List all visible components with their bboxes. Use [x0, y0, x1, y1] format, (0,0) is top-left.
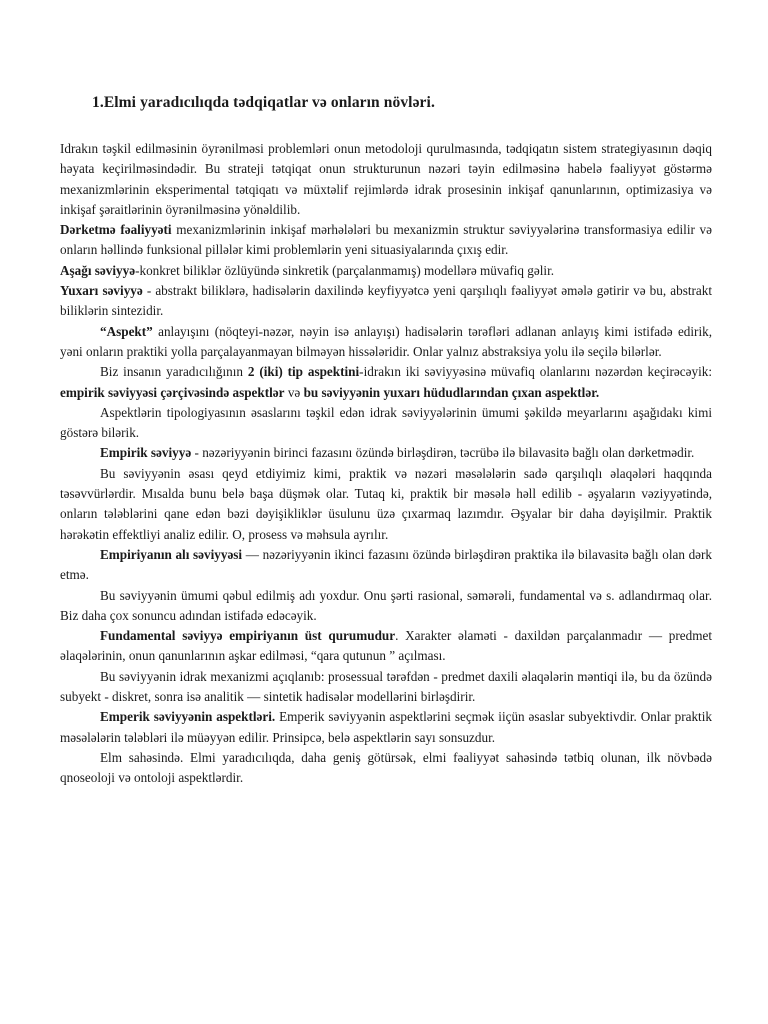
paragraph: [60, 362, 712, 403]
text-run: -idrakın iki səviyyəsinə müvafiq olanlarını nəzərdən keçirəcəyik:: [359, 364, 712, 380]
text-run: Bu səviyyənin əsası qeyd etdiyimiz kimi, praktik və nəzəri məsələlərin sadə qarşılıqlı əlaqələri haqqında təsəvvürlərdir. Mısalda bunu belə başa düşmək olar. Tutaq ki, praktik bir məsələ həll edilib - əşyaların vəziyyətində, onların tələblərini qane edən bəzi dəyişikliklər üsulunu üzə çıxarmaq lazımdır. Əşyalar bir daha dəyişilmir. Praktik hərəkətin effektliyi analiz edilir. O, prosess və məhsula ayrılır.: [60, 465, 712, 542]
text-run: mexanizmlərinin inkişaf mərhələləri bu mexanizmin struktur səviyyələrinə transformasiya edilir və onların həllində funksional pillələr kimi problemlərin yeni situasiyalarında çıxış edir.: [60, 222, 712, 258]
paragraph: [60, 322, 712, 363]
document-body: [60, 139, 712, 789]
text-run: — nəzəriyyənin ikinci fazasını özündə birləşdirən praktika ilə bilavasitə bağlı olan dərk etmə.: [60, 546, 713, 583]
text-run: . Xarakter əlaməti - daxildən parçalanmadır — predmet əlaqələrinin, onun qanunlarının aşkar edilməsi, “qara qutunun ” açılması.: [60, 628, 713, 664]
paragraph: [60, 707, 712, 748]
bold-term: Fundamental səviyyə empiriyanın üst qurumudur: [100, 628, 396, 644]
text-run: və: [284, 384, 304, 400]
bold-term: bu səviyyənin yuxarı hüdudlarından çıxan aspektlər.: [303, 384, 600, 400]
text-run: anlayışını (nöqteyi-nəzər, nəyin isə anlayışı) hadisələrin tərəfləri adlanan anlayış kimi istifadə edirik, yəni onların praktiki yolla parçalayanmayan bilməyən hissələridir. Onlar yalnız abstraksiya yolu ilə seçilə bilərlər.: [60, 323, 712, 359]
text-run: Bu səviyyənin ümumi qəbul edilmiş adı yoxdur. Onu şərti rasional, səmərəli, fundamental və s. adlandırmaq olar. Biz daha çox sonuncu adından istifadə edəcəyik.: [60, 587, 712, 623]
bold-term: 2 (iki) tip aspektini: [247, 364, 360, 380]
paragraph: [60, 586, 712, 627]
text-run: Emperik səviyyənin aspektlərini seçmək iiçün əsaslar subyektivdir. Onlar praktik məsələlərin tələbləri ilə müəyyən edilir. Prinsipcə, belə aspektlərin sayı sonsuzdur.: [60, 709, 712, 745]
document-title: 1.Elmi yaradıcılıqda tədqiqatlar və onların növləri.: [92, 94, 435, 111]
paragraph: [60, 667, 712, 708]
bold-term: Aşağı səviyyə: [60, 262, 136, 278]
paragraph: [60, 626, 712, 667]
paragraph: [60, 545, 712, 586]
text-run: -konkret biliklər özlüyündə sinkretik (parçalanmamış) modellərə müvafiq gəlir.: [135, 262, 555, 278]
text-run: Bu səviyyənin idrak mexanizmi açıqlanıb: prosessual tərəfdən - predmet daxili əlaqələrin məntiqi ilə, bu da özündə subyekt - diskret, sonra isə analitik — sintetik hadisələr modellərini birləşdirir.: [60, 668, 712, 705]
bold-term: empirik səviyyəsi çərçivəsində aspektlər: [60, 384, 285, 400]
text-run: Idrakın təşkil edilməsinin öyrənilməsi problemləri onun metodoloji qurulmasında, tədqiqatın sistem strategiyasının dəqiq həyata keçirilməsindədir. Bu strateji tətqiqat onun strukturunun nəzəri təyin edilməsinə habelə fəaliyyət göstərmə mexanizmlərinin eksperimental tətqiqatı və müxtəlif rejimlərdə idrak prosesinin inkişaf qanunlarının, optimizasiya və inkişaf şəraitlərinin öyrənilməsinə yönəldilib.: [60, 141, 712, 217]
text-run: Biz insanın yaradıcılığının: [100, 364, 248, 380]
bold-term: Dərketmə fəaliyyəti: [60, 222, 172, 238]
paragraph: [60, 403, 712, 444]
bold-term: Empirik səviyyə: [100, 445, 192, 461]
paragraph: [60, 464, 712, 545]
paragraph: [60, 220, 712, 261]
paragraph: [60, 281, 712, 322]
text-run: - abstrakt biliklərə, hadisələrin daxilində keyfiyyətcə yeni qarşılıqlı fəaliyyət əmələ gətirir və bu, abstrakt biliklərin sintezidir.: [60, 283, 712, 319]
text-run: Aspektlərin tipologiyasının əsaslarını təşkil edən idrak səviyyələrinin ümumi şəkildə meyarlarını aşağıdakı kimi göstərə bilərik.: [60, 404, 712, 441]
bold-term: Emperik səviyyənin aspektləri.: [100, 709, 276, 725]
paragraph: [60, 443, 712, 463]
paragraph: [60, 261, 712, 281]
text-run: - nəzəriyyənin birinci fazasını özündə birləşdirən, təcrübə ilə bilavasitə bağlı olan dərketmədir.: [191, 445, 695, 461]
bold-term: “Aspekt”: [100, 323, 153, 339]
bold-term: Empiriyanın alı səviyyəsi: [100, 546, 243, 562]
text-run: Elm sahəsində. Elmi yaradıcılıqda, daha geniş götürsək, elmi fəaliyyət sahəsində tətbiq olunan, ilk növbədə qnoseoloji və ontoloji aspektlərdir.: [60, 749, 712, 786]
paragraph: [60, 139, 712, 220]
paragraph: [60, 748, 712, 789]
bold-term: Yuxarı səviyyə: [60, 283, 143, 299]
